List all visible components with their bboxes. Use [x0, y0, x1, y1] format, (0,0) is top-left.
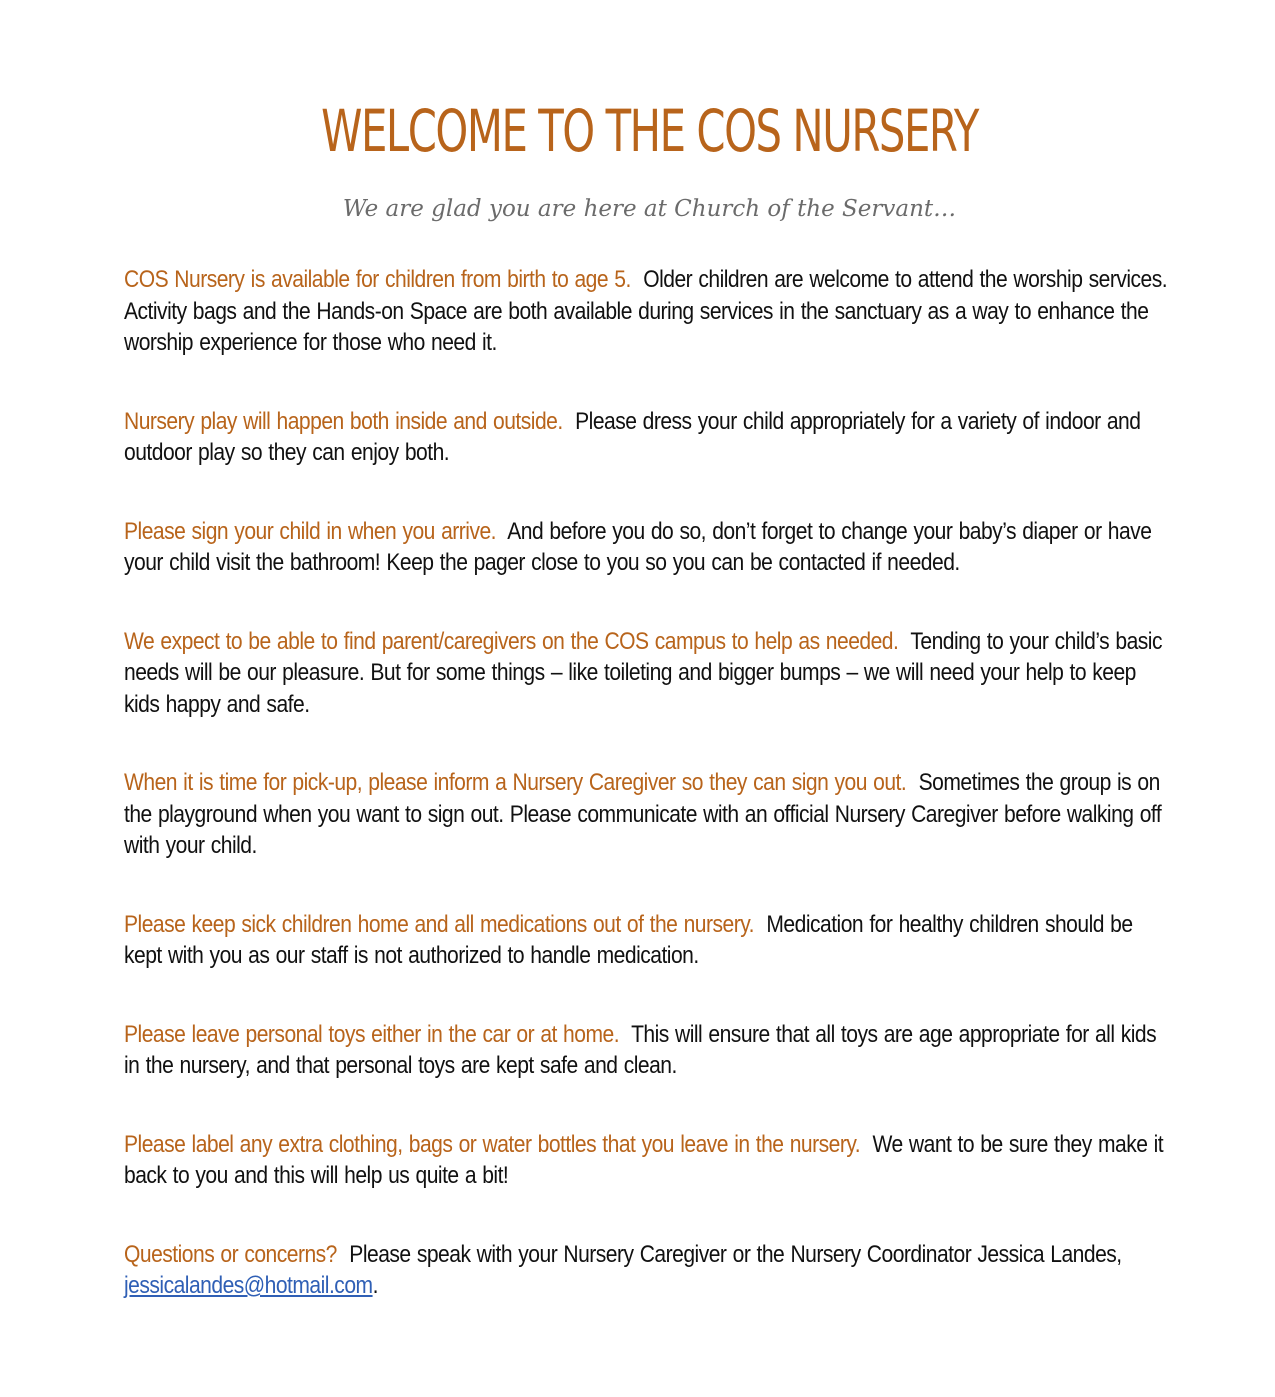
section-body: Sometimes the group is on the playground when you want to sign out. Please communicate with an official Nursery Caregiver before walking off with your child. — [124, 769, 1162, 859]
page-subtitle: We are glad you are here at Church of the Servant… — [342, 196, 957, 222]
section-labels — [124, 1129, 1173, 1192]
section-body: Please dress your child appropriately for a variety of indoor and outdoor play so they can enjoy both. — [124, 407, 1141, 466]
info-sections — [124, 264, 1175, 1302]
section-body: We want to be sure they make it back to you and this will help us quite a bit! — [124, 1130, 1164, 1189]
section-body: Medication for healthy children should be kept with you as our staff is not authorized to handle medication. — [124, 910, 1133, 969]
section-lead: Please label any extra clothing, bags or water bottles that you leave in the nursery. — [124, 1130, 861, 1158]
section-body: Tending to your child’s basic needs will be our pleasure. But for some things – like toileting and bigger bumps – we will need your help to keep kids happy and safe. — [124, 627, 1162, 718]
contact-lead: Questions or concerns? — [124, 1240, 337, 1268]
section-body: And before you do so, don’t forget to change your baby’s diaper or have your child visit the bathroom! Keep the pager close to you so you can be contacted if needed. — [124, 517, 1152, 576]
section-body: This will ensure that all toys are age appropriate for all kids in the nursery, and that personal toys are kept safe and clean. — [124, 1020, 1157, 1079]
section-contact — [124, 1239, 1173, 1302]
section-personal-toys — [124, 1019, 1173, 1082]
section-pick-up — [124, 767, 1173, 862]
section-lead: Please sign your child in when you arrive. — [124, 517, 497, 545]
email-link[interactable]: jessicalandes@hotmail.com — [124, 1272, 373, 1299]
section-lead: COS Nursery is available for children from birth to age 5. — [124, 266, 631, 293]
section-lead: We expect to be able to find parent/caregivers on the COS campus to help as needed. — [124, 627, 899, 655]
section-age-range — [124, 264, 1173, 359]
section-sign-in — [124, 516, 1173, 579]
section-play — [124, 406, 1173, 469]
contact-body: Please speak with your Nursery Caregiver or the Nursery Coordinator Jessica Landes, — [349, 1240, 1122, 1268]
contact-trailing: . — [372, 1272, 378, 1299]
section-body: Older children are welcome to attend the worship services. Activity bags and the Hands-on Space are both available during services in the sanctuary as a way to enhance the worship experience for those who need it. — [124, 266, 1168, 356]
section-lead: When it is time for pick-up, please inform a Nursery Caregiver so they can sign you out. — [124, 769, 907, 796]
section-caregivers — [124, 626, 1173, 721]
section-lead: Please keep sick children home and all medications out of the nursery. — [124, 910, 754, 938]
section-sick-children — [124, 909, 1173, 972]
page-title: WELCOME TO THE COS NURSERY — [321, 97, 978, 165]
section-lead: Nursery play will happen both inside and outside. — [124, 407, 563, 435]
section-lead: Please leave personal toys either in the car or at home. — [124, 1020, 620, 1048]
